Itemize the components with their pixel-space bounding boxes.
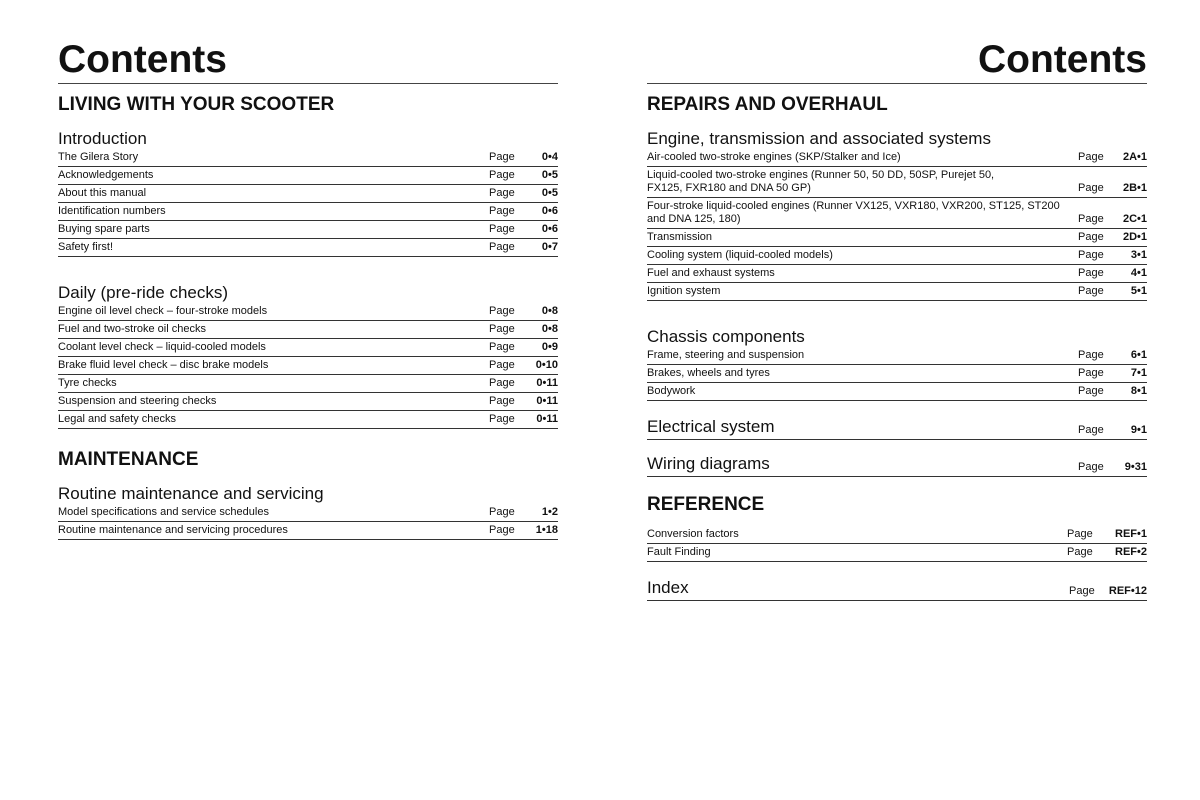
page-ref: 1•18 <box>535 524 558 536</box>
page-word: Page <box>1069 585 1095 597</box>
contents-title: Contents <box>58 0 558 84</box>
page-word: Page <box>489 169 515 181</box>
entry-label: Air-cooled two-stroke engines (SKP/Stalker and Ice) <box>647 151 901 163</box>
toc-entry[interactable] <box>58 303 558 321</box>
toc-entry[interactable] <box>647 247 1147 265</box>
page-word: Page <box>489 205 515 217</box>
entry-label: Electrical system <box>647 417 775 436</box>
entry-label: Wiring diagrams <box>647 454 770 473</box>
toc-entry[interactable] <box>58 411 558 429</box>
entry-label: Fault Finding <box>647 546 711 558</box>
entry-label: Identification numbers <box>58 205 166 217</box>
toc-entry[interactable] <box>647 229 1147 247</box>
page-word: Page <box>489 413 515 425</box>
toc-entry[interactable] <box>58 149 558 167</box>
page-word: Page <box>1067 546 1093 558</box>
toc-entry[interactable] <box>58 203 558 221</box>
page-ref: REF•12 <box>1108 585 1147 597</box>
page-word: Page <box>489 241 515 253</box>
right-page <box>647 0 1147 601</box>
page-ref: 1•2 <box>541 506 558 518</box>
part-heading-living: LIVING WITH YOUR SCOOTER <box>58 94 335 115</box>
entry-label: Engine oil level check – four-stroke models <box>58 305 268 317</box>
entry-label: Model specifications and service schedules <box>58 506 269 518</box>
entry-label: Four-stroke liquid-cooled engines (Runner VX125, VXR180, VXR200, ST125, ST200 and DNA 125, 180) <box>647 200 1060 225</box>
left-page <box>58 0 558 540</box>
page-word: Page <box>1078 151 1104 163</box>
page-word: Page <box>489 359 515 371</box>
page-ref: 0•11 <box>536 395 558 407</box>
page-word: Page <box>489 341 515 353</box>
page-ref: 2C•1 <box>1122 213 1147 225</box>
entry-label: Ignition system <box>647 285 721 297</box>
page-word: Page <box>489 323 515 335</box>
section-reference <box>647 526 1147 562</box>
page-ref: 0•4 <box>541 151 558 163</box>
page-ref: 7•1 <box>1130 367 1147 379</box>
entry-label: Transmission <box>647 231 712 243</box>
toc-entry-electrical[interactable] <box>647 417 1147 440</box>
page-ref: 4•1 <box>1130 267 1147 279</box>
section-engine <box>647 126 1147 301</box>
toc-entry[interactable] <box>647 167 1147 198</box>
section-chassis <box>647 324 1147 401</box>
entry-label: Brakes, wheels and tyres <box>647 367 770 379</box>
toc-entry[interactable] <box>58 504 558 522</box>
page-word: Page <box>489 305 515 317</box>
page-ref: 0•8 <box>541 305 558 317</box>
part-heading-reference: REFERENCE <box>647 494 765 515</box>
entry-label: About this manual <box>58 187 147 199</box>
entry-label: Conversion factors <box>647 528 739 540</box>
toc-entry[interactable] <box>58 239 558 257</box>
toc-entry[interactable] <box>647 526 1147 544</box>
page-ref: 0•9 <box>541 341 558 353</box>
toc-entry-wiring[interactable] <box>647 454 1147 477</box>
toc-entry[interactable] <box>58 375 558 393</box>
page-ref: 2B•1 <box>1122 182 1147 194</box>
page-word: Page <box>489 395 515 407</box>
entry-label: Acknowledgements <box>58 169 154 181</box>
section-title: Introduction <box>58 129 147 148</box>
toc-entry[interactable] <box>58 522 558 540</box>
entry-label: Index <box>647 578 689 597</box>
page-ref: 0•8 <box>541 323 558 335</box>
toc-entry[interactable] <box>58 167 558 185</box>
page-ref: 0•11 <box>536 377 558 389</box>
entry-label: Legal and safety checks <box>58 413 177 425</box>
entry-label: Tyre checks <box>58 377 117 389</box>
page-ref: REF•1 <box>1115 528 1147 540</box>
page-ref: 8•1 <box>1130 385 1147 397</box>
toc-entry[interactable] <box>647 544 1147 562</box>
page-word: Page <box>1067 528 1093 540</box>
toc-entry[interactable] <box>647 283 1147 301</box>
entry-label: Routine maintenance and servicing procedures <box>58 524 288 536</box>
page-ref: 0•5 <box>541 187 558 199</box>
section-title: Engine, transmission and associated systems <box>647 129 991 148</box>
page-ref: 2A•1 <box>1122 151 1147 163</box>
entry-label: Suspension and steering checks <box>58 395 217 407</box>
section-title: Routine maintenance and servicing <box>58 484 324 503</box>
entry-label: Coolant level check – liquid-cooled models <box>58 341 266 353</box>
toc-entry[interactable] <box>58 339 558 357</box>
page-ref: 6•1 <box>1130 349 1147 361</box>
page-word: Page <box>1078 349 1104 361</box>
entry-label: Buying spare parts <box>58 223 150 235</box>
page-ref: 0•10 <box>535 359 558 371</box>
page-word: Page <box>1078 267 1104 279</box>
toc-entry[interactable] <box>58 393 558 411</box>
page-ref: 0•11 <box>536 413 558 425</box>
toc-entry[interactable] <box>647 347 1147 365</box>
page-word: Page <box>489 187 515 199</box>
entry-label: Cooling system (liquid-cooled models) <box>647 249 833 261</box>
entry-label: The Gilera Story <box>58 151 139 163</box>
page-word: Page <box>1078 249 1104 261</box>
page-word: Page <box>489 506 515 518</box>
page-word: Page <box>1078 182 1104 194</box>
section-introduction <box>58 126 558 257</box>
page-word: Page <box>489 223 515 235</box>
toc-entry[interactable] <box>647 365 1147 383</box>
page-word: Page <box>1078 231 1104 243</box>
section-title: Daily (pre-ride checks) <box>58 283 229 302</box>
entry-label: Brake fluid level check – disc brake models <box>58 359 269 371</box>
section-daily-checks <box>58 280 558 429</box>
contents-title: Contents <box>647 0 1147 84</box>
page-word: Page <box>489 377 515 389</box>
page-ref: 9•1 <box>1130 424 1147 436</box>
page-word: Page <box>489 151 515 163</box>
page-ref: 2D•1 <box>1122 231 1147 243</box>
page-word: Page <box>1078 461 1104 473</box>
page-ref: 0•7 <box>541 241 558 253</box>
page-word: Page <box>489 524 515 536</box>
toc-entry-index[interactable] <box>647 578 1147 601</box>
part-heading-maintenance: MAINTENANCE <box>58 449 199 470</box>
entry-label: Liquid-cooled two-stroke engines (Runner 50, 50 DD, 50SP, Purejet 50, FX125, FXR180 and DNA 50 GP) <box>647 169 995 194</box>
page-ref: REF•2 <box>1115 546 1147 558</box>
page-word: Page <box>1078 385 1104 397</box>
toc-entry[interactable] <box>58 321 558 339</box>
page-word: Page <box>1078 424 1104 436</box>
page-word: Page <box>1078 367 1104 379</box>
page-ref: 0•6 <box>541 223 558 235</box>
page-word: Page <box>1078 285 1104 297</box>
page-ref: 3•1 <box>1130 249 1147 261</box>
toc-entry[interactable] <box>647 265 1147 283</box>
toc-entry[interactable] <box>58 221 558 239</box>
page-ref: 5•1 <box>1130 285 1147 297</box>
page-ref: 0•6 <box>541 205 558 217</box>
page-word: Page <box>1078 213 1104 225</box>
section-title: Chassis components <box>647 327 805 346</box>
page-ref: 9•31 <box>1124 461 1147 473</box>
entry-label: Fuel and exhaust systems <box>647 267 775 279</box>
entry-label: Fuel and two-stroke oil checks <box>58 323 206 335</box>
entry-label: Bodywork <box>647 385 696 397</box>
section-routine-maintenance <box>58 481 558 540</box>
toc-entry[interactable] <box>647 198 1147 229</box>
entry-label: Safety first! <box>58 241 114 253</box>
toc-entry[interactable] <box>647 149 1147 167</box>
page-ref: 0•5 <box>541 169 558 181</box>
part-heading-repairs: REPAIRS AND OVERHAUL <box>647 94 888 115</box>
entry-label: Frame, steering and suspension <box>647 349 805 361</box>
toc-entry[interactable] <box>58 357 558 375</box>
toc-entry[interactable] <box>58 185 558 203</box>
toc-entry[interactable] <box>647 383 1147 401</box>
